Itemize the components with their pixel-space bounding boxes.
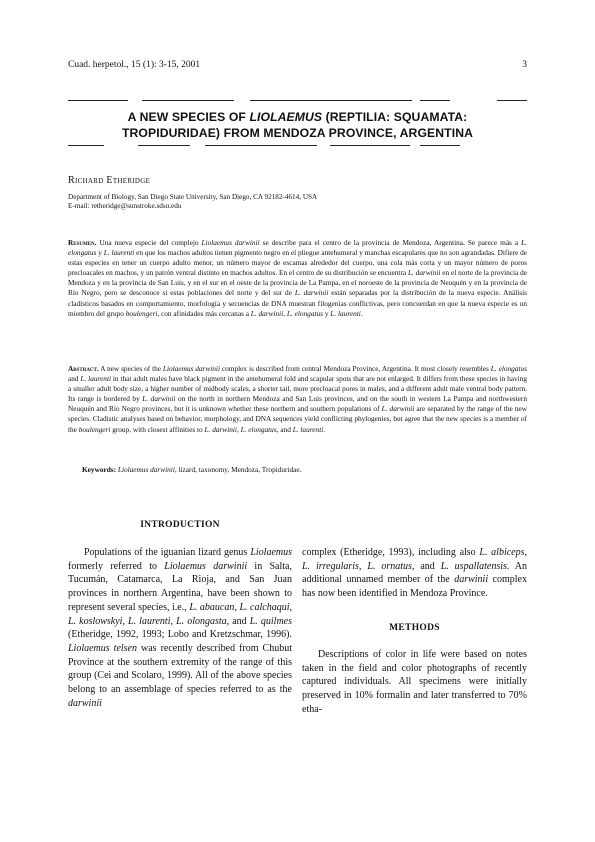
title-line-1: A NEW SPECIES OF LIOLAEMUS (REPTILIA: SQUAMATA: xyxy=(127,110,468,124)
abstract-label: Abstract. xyxy=(68,364,99,373)
author-name: Richard Etheridge xyxy=(68,175,151,186)
introduction-paragraph: Populations of the iguanian lizard genus Liolaemus formerly referred to Liolaemus darwinii in Salta, Tucumán, Catamarca, La Rioja, and San Juan provinces in northern Argentina, have been shown to represent several species, i.e., L. abaucan, L. calchaqui, L. koslowskyi, L. laurenti, L. olongasta, and L. quilmes (Etheridge, 1992, 1993; Lobo and Kretzschmar, 1996). Liolaemus telsen was recently described from Chubut Province at the southern extremity of the range of this group (Cei and Scolaro, 1999). All of the above species belong to an assemblage of species referred to as the darwinii xyxy=(68,547,292,709)
author-affiliation xyxy=(68,193,468,211)
title-rule xyxy=(205,145,317,146)
title-rule xyxy=(68,145,104,146)
methods-paragraph: Descriptions of color in life were based on notes taken in the field and color photographs of recently captured individuals. All specimens were initially preserved in 10% formalin and later transferred to 70% etha- xyxy=(302,649,527,715)
title-line-2: TROPIDURIDAE) FROM MENDOZA PROVINCE, ARGENTINA xyxy=(121,126,474,140)
introduction-continuation: complex (Etheridge, 1993), including also L. albiceps, L. irregularis, L. ornatus, and L. uspallatensis. An additional unnamed member of the darwinii complex has now been identified in Mendoza Province. xyxy=(302,547,528,600)
page-number: 3 xyxy=(522,60,527,70)
title-rule xyxy=(68,100,128,101)
title-rule xyxy=(420,145,460,146)
title-rule xyxy=(138,145,190,146)
title-rule xyxy=(250,100,412,101)
affiliation-address: Department of Biology, San Diego State University, San Diego, CA 92182-4614, USA xyxy=(68,193,318,201)
journal-citation: Cuad. herpetol., 15 (1): 3-15, 2001 xyxy=(68,60,201,70)
resumen-paragraph: Resumen. Una nueva especie del complejo Liolaemus darwinii se describe para el centro de la provincia de Mendoza, Argentina. Se parece más a L. elongatus y L. laurenti en que los machos adultos tienen pigmento negro en el pliegue antehumeral y manchas escapulares que no son agrandadas. Difiere de estas especies en tener un cuerpo adulto menor, un número mayor de escamas alrededor del cuerpo, una cola más corta y un mayor número de poros precloacales en machos, y un patrón ventral distinto en machos adultos. En el centro de su distribución se encuentra L. darwinii en el norte de la provincia de Mendoza y en la provincia de San Luis, y en el sur en el oeste de la provincia de La Pampa, en el noroeste de la provincia de Neuquén y en la provincia de Río Negro, pero se desconoce si estas poblaciones del norte y del sur de L. darwinii están separadas por la distribución de la nueva especie. Análisis cladísticos basados en comportamiento, morfología y secuencias de DNA muestran filogenias conflictivas, pero concuerdan en que la nueva especie es un miembro del grupo boulengeri, con afinidades más cercanas a L. darwinii, L. elongatus y L. laurenti. xyxy=(68,238,527,318)
abstract-paragraph: Abstract. A new species of the Liolaemus darwinii complex is described from central Mendoza Province, Argentina. It most closely resembles L. elongatus and L. laurenti in that adult males have black pigment in the antehumeral fold and scapular spots that are not enlarged. It differs from these species in having a smaller adult body size, a higher number of midbody scales, a shorter tail, more precloacal pores in males, and a different adult male ventral body pattern. Its range is bordered by L. darwinii on the north in northern Mendoza and San Luis provinces, and on the south in western La Pampa and northwestern Neuquén and Río Negro provinces, but it is unknown whether these northern and southern populations of L. darwinii are separated by the range of the new species. Cladistic analyses based on behavior, morphology, and DNA sequences yield conflicting phylogenies, but agree that the new species is a member of the boulengeri group, with closest affinities to L. darwinii, L. elongatus, and L. laurenti. xyxy=(68,364,527,434)
title-rule xyxy=(330,145,410,146)
introduction-heading: INTRODUCTION xyxy=(140,520,220,530)
title-rule xyxy=(142,100,234,101)
resumen-label: Resumen. xyxy=(68,238,97,247)
keywords-label: Keywords: xyxy=(82,465,117,474)
methods-heading: METHODS xyxy=(389,623,440,633)
running-header xyxy=(68,60,527,74)
article-title xyxy=(68,109,527,141)
affiliation-email: E-mail: retheridge@sunstroke.sdsu.edu xyxy=(68,202,182,210)
title-rule xyxy=(420,100,450,101)
title-rule xyxy=(497,100,527,101)
keywords-line: Keywords: Liolaemus darwinii, lizard, taxonomy, Mendoza, Tropiduridae. xyxy=(82,465,302,474)
